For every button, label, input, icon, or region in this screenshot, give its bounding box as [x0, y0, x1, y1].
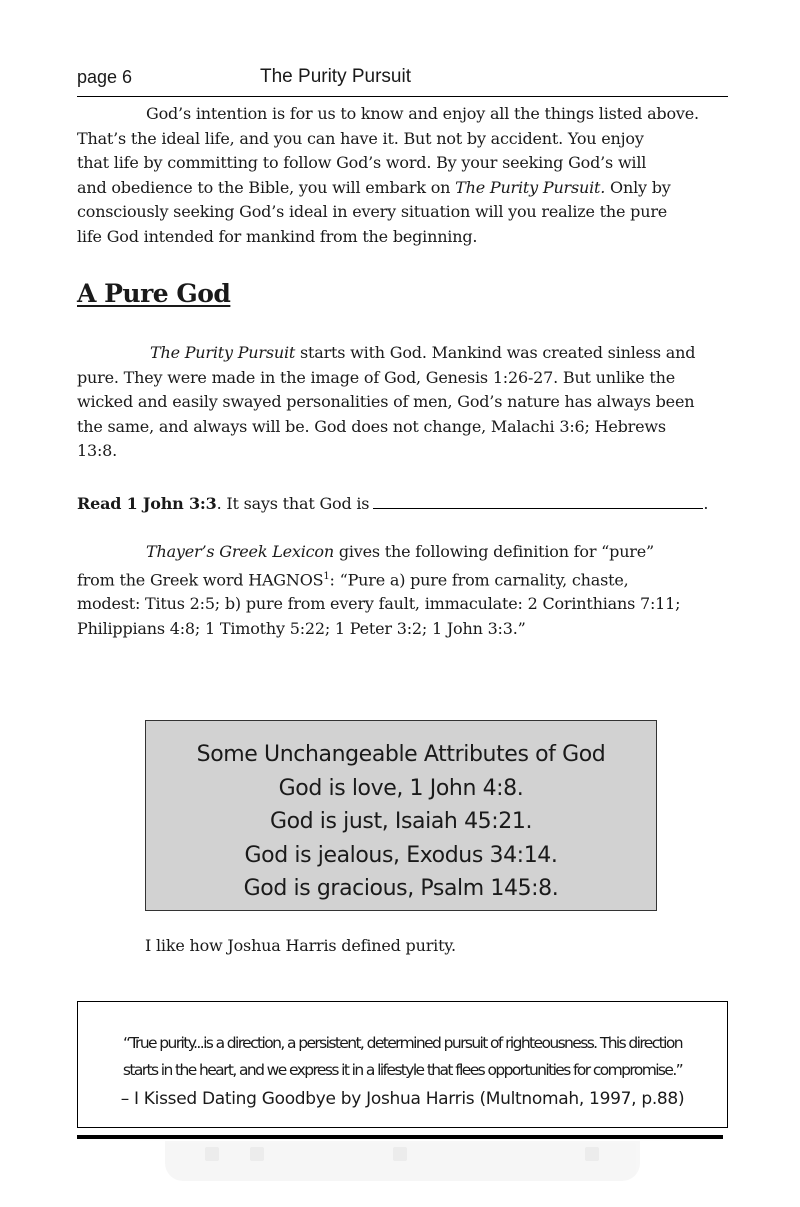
ghost-icon [205, 1147, 219, 1161]
quote-attribution: – I Kissed Dating Goodbye by Joshua Harris (Multnomah, 1997, p.88) [120, 1089, 685, 1109]
pure-god-paragraph: The Purity Pursuit starts with God. Mankind was created sinless and pure. They were made in the image of God, Genesis 1:26-27. But unlike the wicked and easily swayed personalities of men, God’s nature has always been the same, and always will be. God does not change, Malachi 3:6; Hebrews 13:8. [77, 343, 696, 460]
quote-line: “True purity...is a direction, a persistent, determined pursuit of righteousness. This direction [123, 1034, 682, 1052]
ghost-toolbar [165, 1141, 640, 1181]
attributes-box [145, 720, 657, 911]
quote-intro: I like how Joshua Harris defined purity. [145, 936, 456, 955]
ghost-icon [250, 1147, 264, 1161]
intro-paragraph: God’s intention is for us to know and enjoy all the things listed above. That’s the ideal life, and you can have it. But not by accident. You enjoy that life by committing to follow God’s word. By your seeking God’s will and obedience to the Bible, you will embark on The Purity Pursuit. Only by consciously seeking God’s ideal in every situation will you realize the pure life God intended for mankind from the beginning. [77, 104, 699, 246]
ghost-icon [393, 1147, 407, 1161]
footer-rule [77, 1135, 723, 1139]
read-exercise: Read 1 John 3:3. It says that God is . [77, 494, 709, 513]
attribute-item: God is love, 1 John 4:8. [278, 775, 524, 801]
quote-line: starts in the heart, and we express it in a lifestyle that flees opportunities for compromise.” [122, 1061, 683, 1079]
page-number: page 6 [77, 67, 133, 87]
attributes-title: Some Unchangeable Attributes of God [196, 742, 606, 767]
quote-box [77, 1001, 728, 1128]
attribute-item: God is gracious, Psalm 145:8. [243, 876, 559, 901]
lexicon-paragraph: Thayer’s Greek Lexicon gives the following definition for “pure” from the Greek word HAGNOS$^1$: “Pure a) pure from carnality, chaste, modest: Titus 2:5; b) pure from every fault, immaculate: 2 Corinthians 7:11; Philippians 4:8; 1 Timothy 5:22; 1 Peter 3:2; 1 John 3:3.” [77, 542, 681, 638]
page-header [77, 66, 728, 97]
attribute-item: God is just, Isaiah 45:21. [269, 809, 533, 834]
section-heading: A Pure God [77, 279, 231, 308]
ghost-icon [585, 1147, 599, 1161]
answer-blank[interactable] [373, 494, 703, 509]
attribute-item: God is jealous, Exodus 34:14. [244, 842, 558, 868]
running-title: The Purity Pursuit [260, 66, 411, 87]
